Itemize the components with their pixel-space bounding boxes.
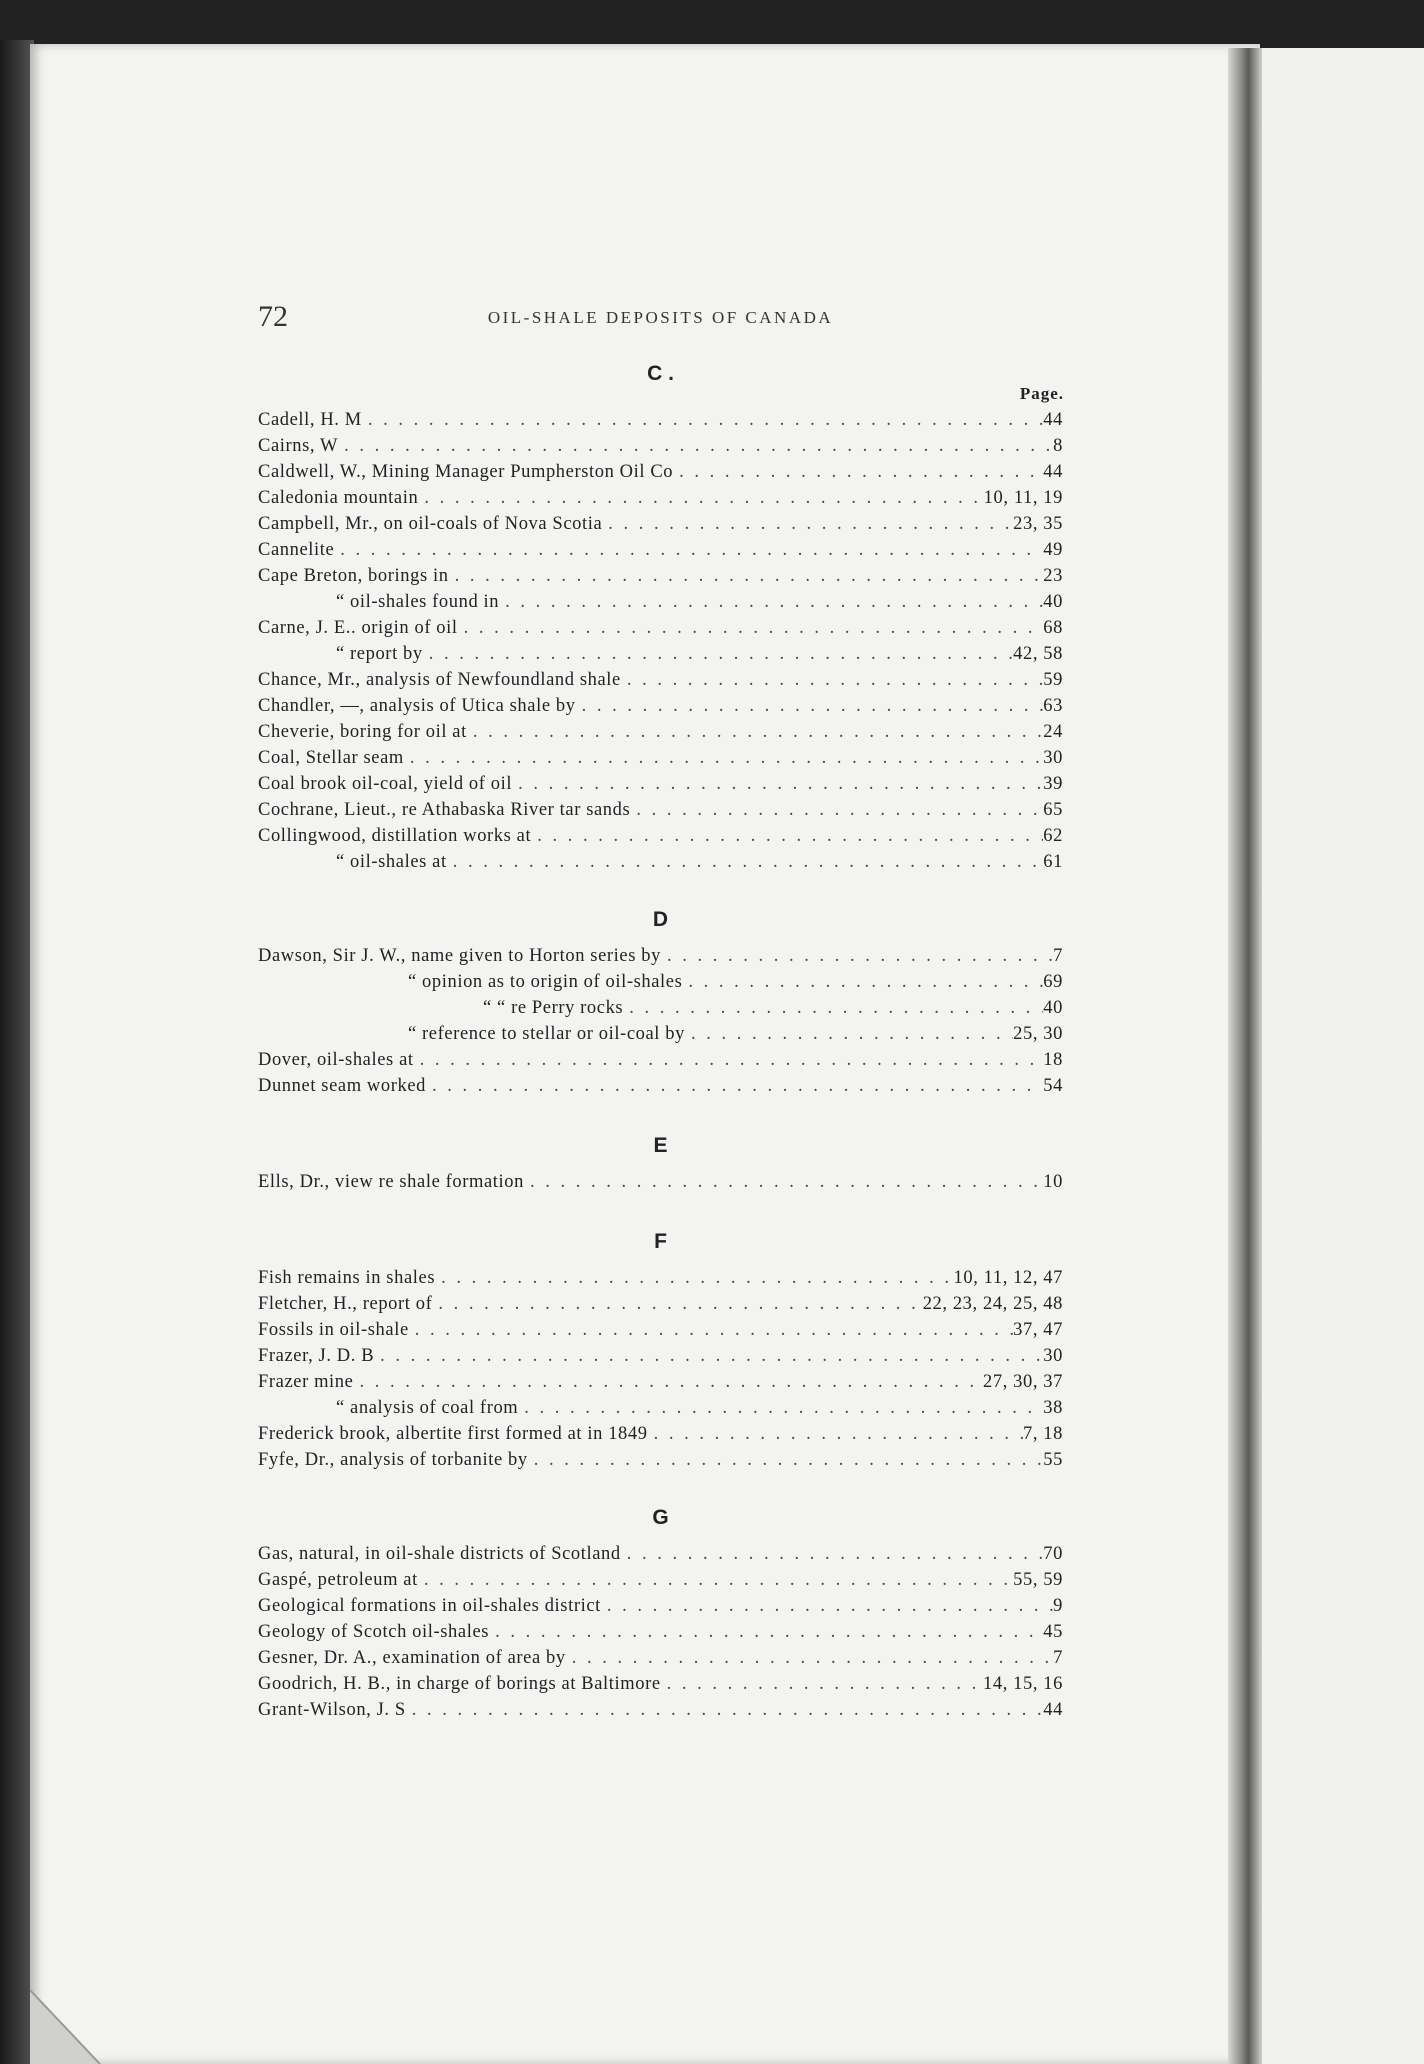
index-entry: [258, 540, 1063, 566]
index-section-d: [258, 946, 1063, 1102]
dot-leader: [499, 592, 1043, 613]
section-heading-d: D: [652, 908, 669, 931]
index-entry: [258, 1024, 1063, 1050]
index-entry-pages: 44: [1043, 1700, 1063, 1720]
index-entry-text: Cadell, H. M: [258, 410, 362, 430]
index-entry-text: Fletcher, H., report of: [258, 1294, 433, 1314]
dot-leader: [602, 514, 1013, 535]
index-entry: [258, 972, 1063, 998]
dot-leader: [449, 566, 1044, 587]
index-entry: [258, 670, 1063, 696]
index-entry-pages: 27, 30, 37: [983, 1372, 1063, 1392]
index-entry: [258, 1450, 1063, 1476]
index-entry-pages: 65: [1043, 800, 1063, 820]
dot-leader: [673, 462, 1043, 483]
dot-leader: [566, 1648, 1053, 1669]
index-entry-pages: 30: [1043, 1346, 1063, 1366]
index-entry-text: Chance, Mr., analysis of Newfoundland shale: [258, 670, 621, 690]
index-entry-text: Cannelite: [258, 540, 335, 560]
index-entry-text: Dover, oil-shales at: [258, 1050, 414, 1070]
index-entry-text: Frazer, J. D. B: [258, 1346, 375, 1366]
dot-leader: [601, 1596, 1053, 1617]
index-entry-text: Gesner, Dr. A., examination of area by: [258, 1648, 566, 1668]
index-entry-text: Gaspé, petroleum at: [258, 1570, 418, 1590]
index-entry-text: “ opinion as to origin of oil-shales: [408, 972, 683, 992]
dot-leader: [682, 972, 1043, 993]
index-entry-text: Caledonia mountain: [258, 488, 419, 508]
index-entry: [258, 1544, 1063, 1570]
index-entry-pages: 14, 15, 16: [983, 1674, 1063, 1694]
dot-leader: [661, 1674, 983, 1695]
index-entry-pages: 63: [1043, 696, 1063, 716]
index-entry-pages: 25, 30: [1013, 1024, 1063, 1044]
dot-leader: [524, 1172, 1043, 1193]
index-entry-pages: 44: [1043, 462, 1063, 482]
index-entry-pages: 40: [1043, 592, 1063, 612]
index-entry-text: Dawson, Sir J. W., name given to Horton series by: [258, 946, 661, 966]
index-entry-pages: 39: [1043, 774, 1063, 794]
adjacent-page: [1262, 48, 1424, 2064]
dot-leader: [414, 1050, 1044, 1071]
index-entry-pages: 44: [1043, 410, 1063, 430]
dot-leader: [621, 670, 1043, 691]
section-heading-e: E: [653, 1134, 668, 1157]
index-entry-pages: 68: [1043, 618, 1063, 638]
index-entry: [258, 1076, 1063, 1102]
index-entry-pages: 22, 23, 24, 25, 48: [922, 1294, 1063, 1314]
index-entry-text: Frazer mine: [258, 1372, 354, 1392]
index-entry-text: “ “ re Perry rocks: [483, 998, 624, 1018]
dot-leader: [648, 1424, 1023, 1445]
dot-leader: [409, 1320, 1013, 1341]
index-entry-text: Cape Breton, borings in: [258, 566, 449, 586]
dot-leader: [458, 618, 1044, 639]
index-entry-pages: 49: [1043, 540, 1063, 560]
index-entry: [258, 592, 1063, 618]
index-entry-text: Fish remains in shales: [258, 1268, 436, 1288]
index-entry: [258, 774, 1063, 800]
index-entry-text: Coal brook oil-coal, yield of oil: [258, 774, 513, 794]
index-entry-text: Goodrich, H. B., in charge of borings at Baltimore: [258, 1674, 661, 1694]
index-entry-pages: 18: [1043, 1050, 1063, 1070]
index-entry-pages: 23, 35: [1013, 514, 1063, 534]
index-entry-pages: 23: [1043, 566, 1063, 586]
index-entry: [258, 1674, 1063, 1700]
dot-leader: [353, 1372, 983, 1393]
index-entry-pages: 8: [1053, 436, 1063, 456]
index-entry-pages: 7: [1053, 1648, 1063, 1668]
index-entry-text: Frederick brook, albertite first formed at in 1849: [258, 1424, 648, 1444]
index-entry-pages: 59: [1043, 670, 1063, 690]
index-entry: [258, 618, 1063, 644]
index-entry-pages: 62: [1043, 826, 1063, 846]
index-entry: [258, 696, 1063, 722]
index-entry-text: Coal, Stellar seam: [258, 748, 404, 768]
index-entry: [258, 1570, 1063, 1596]
dot-leader: [404, 748, 1043, 769]
dot-leader: [661, 946, 1053, 967]
index-entry-text: Campbell, Mr., on oil-coals of Nova Scotia: [258, 514, 603, 534]
index-entry-text: Geological formations in oil-shales district: [258, 1596, 601, 1616]
dot-leader: [531, 826, 1043, 847]
index-entry: [258, 566, 1063, 592]
index-entry-pages: 69: [1043, 972, 1063, 992]
dot-leader: [435, 1268, 953, 1289]
index-entry-pages: 10, 11, 12, 47: [953, 1268, 1063, 1288]
index-entry-pages: 42, 58: [1013, 644, 1063, 664]
index-entry-text: Carne, J. E.. origin of oil: [258, 618, 458, 638]
dot-leader: [630, 800, 1043, 821]
index-entry: [258, 1648, 1063, 1674]
index-entry: [258, 514, 1063, 540]
index-section-g: [258, 1544, 1063, 1726]
index-entry: [258, 722, 1063, 748]
index-entry-pages: 38: [1043, 1398, 1063, 1418]
dot-leader: [576, 696, 1044, 717]
dot-leader: [418, 488, 983, 509]
index-entry-pages: 7, 18: [1023, 1424, 1063, 1444]
dot-leader: [338, 436, 1053, 457]
index-entry-pages: 70: [1043, 1544, 1063, 1564]
index-entry: [258, 462, 1063, 488]
section-heading-c: C .: [647, 362, 674, 385]
index-entry-pages: 9: [1053, 1596, 1063, 1616]
dot-leader: [418, 1570, 1013, 1591]
index-entry-text: Cairns, W: [258, 436, 339, 456]
index-entry-text: “ analysis of coal from: [336, 1398, 519, 1418]
dot-leader: [423, 644, 1013, 665]
index-entry: [258, 1622, 1063, 1648]
index-entry: [258, 1268, 1063, 1294]
index-entry: [258, 826, 1063, 852]
dot-leader: [432, 1294, 922, 1315]
section-heading-g: G: [652, 1506, 669, 1529]
index-entry-pages: 24: [1043, 722, 1063, 742]
dot-leader: [518, 1398, 1043, 1419]
index-entry-text: Cochrane, Lieut., re Athabaska River tar sands: [258, 800, 631, 820]
index-entry: [258, 1050, 1063, 1076]
index-entry-pages: 10: [1043, 1172, 1063, 1192]
index-entry: [258, 1424, 1063, 1450]
index-entry-pages: 61: [1043, 852, 1063, 872]
page-column-label: Page.: [1019, 384, 1064, 403]
index-section-e: [258, 1172, 1063, 1198]
index-entry-pages: 10, 11, 19: [983, 488, 1063, 508]
index-entry: [258, 644, 1063, 670]
dot-leader: [426, 1076, 1043, 1097]
index-entry-text: Chandler, —, analysis of Utica shale by: [258, 696, 576, 716]
section-heading-f: F: [654, 1230, 667, 1253]
dot-leader: [447, 852, 1044, 873]
index-entry-pages: 55, 59: [1013, 1570, 1063, 1590]
running-title: OIL-SHALE DEPOSITS OF CANADA: [487, 308, 834, 327]
index-entry: [258, 410, 1063, 436]
book-left-edge: [0, 40, 34, 2064]
index-entry-text: Dunnet seam worked: [258, 1076, 427, 1096]
index-entry: [258, 998, 1063, 1024]
dot-leader: [528, 1450, 1044, 1471]
index-entry-text: Cheverie, boring for oil at: [258, 722, 467, 742]
index-entry-text: Fossils in oil-shale: [258, 1320, 409, 1340]
page-corner-curl: [30, 1980, 110, 2064]
dot-leader: [406, 1700, 1044, 1721]
index-entry-text: Geology of Scotch oil-shales: [258, 1622, 490, 1642]
index-section-c: [258, 410, 1063, 878]
index-entry: [258, 946, 1063, 972]
index-entry: [258, 436, 1063, 462]
index-entry-text: Collingwood, distillation works at: [258, 826, 532, 846]
dot-leader: [467, 722, 1043, 743]
index-entry-pages: 45: [1043, 1622, 1063, 1642]
index-entry: [258, 800, 1063, 826]
index-entry: [258, 748, 1063, 774]
dot-leader: [334, 540, 1043, 561]
index-entry-text: Caldwell, W., Mining Manager Pumpherston Oil Co: [258, 462, 674, 482]
index-entry-text: Ells, Dr., view re shale formation: [258, 1172, 524, 1192]
index-entry-pages: 54: [1043, 1076, 1063, 1096]
page-header: [258, 300, 1063, 340]
index-entry: [258, 1700, 1063, 1726]
index-entry-pages: 40: [1043, 998, 1063, 1018]
index-entry: [258, 488, 1063, 514]
index-entry-text: Grant-Wilson, J. S: [258, 1700, 406, 1720]
index-entry: [258, 1172, 1063, 1198]
index-entry-text: “ report by: [336, 644, 423, 664]
scan-top-border: [0, 0, 1424, 48]
index-entry-pages: 30: [1043, 748, 1063, 768]
dot-leader: [623, 998, 1043, 1019]
index-entry: [258, 1372, 1063, 1398]
index-entry: [258, 1596, 1063, 1622]
index-entry-text: “ reference to stellar or oil-coal by: [408, 1024, 685, 1044]
page-number: 72: [258, 300, 288, 333]
dot-leader: [362, 410, 1043, 431]
index-entry: [258, 1294, 1063, 1320]
dot-leader: [374, 1346, 1043, 1367]
index-entry: [258, 1320, 1063, 1346]
index-entry-pages: 37, 47: [1013, 1320, 1063, 1340]
dot-leader: [512, 774, 1043, 795]
index-entry-text: “ oil-shales found in: [336, 592, 500, 612]
page-fold: [1228, 48, 1262, 2064]
dot-leader: [685, 1024, 1013, 1045]
index-section-f: [258, 1268, 1063, 1476]
index-entry-pages: 55: [1043, 1450, 1063, 1470]
index-entry: [258, 1346, 1063, 1372]
index-entry-text: Gas, natural, in oil-shale districts of Scotland: [258, 1544, 621, 1564]
dot-leader: [621, 1544, 1044, 1565]
index-entry-text: “ oil-shales at: [336, 852, 447, 872]
index-entry: [258, 852, 1063, 878]
dot-leader: [489, 1622, 1043, 1643]
index-entry-text: Fyfe, Dr., analysis of torbanite by: [258, 1450, 528, 1470]
index-entry-pages: 7: [1053, 946, 1063, 966]
index-entry: [258, 1398, 1063, 1424]
